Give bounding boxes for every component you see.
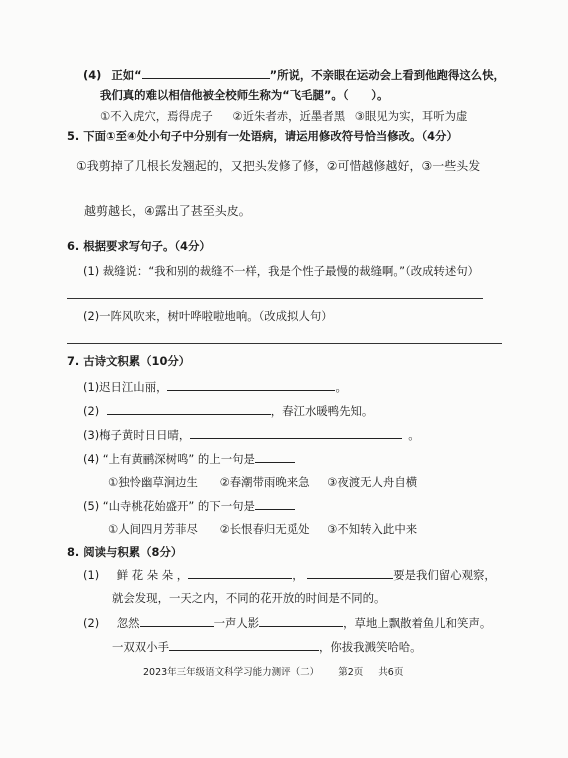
q4-option-1: ①不入虎穴，焉得虎子	[100, 109, 213, 123]
q7-item5-option-3: ③不知转入此中来	[327, 522, 418, 536]
q7-item4-blank[interactable]	[255, 450, 295, 463]
q7-item1-post: 。	[335, 380, 347, 394]
footer-title: 2023年三年级语文科学习能力测评（二）	[143, 667, 320, 678]
q7-item2	[83, 402, 373, 419]
q8-item2-text-c: ，草地上飘散着鱼儿和笑声。	[343, 616, 492, 630]
q7-item3	[83, 426, 420, 443]
q7-item5-options	[108, 521, 417, 537]
q4-item4-line2: 我们真的难以相信他被全校师生称为“飞毛腿”。（ ）。	[100, 88, 389, 102]
q4-item4-number: (4)	[83, 68, 102, 82]
q8-item1-blank-2[interactable]	[307, 566, 393, 579]
q8-item2-text-a: 忽然	[116, 616, 140, 630]
q8-item2-line2	[112, 638, 422, 655]
q8-item2-blank-1[interactable]	[140, 614, 214, 627]
q7-item2-blank[interactable]	[107, 402, 271, 415]
q8-item2-blank-2[interactable]	[259, 614, 343, 627]
q4-item4-pre: 正如“	[111, 68, 142, 82]
q8-item1-blank-1[interactable]	[188, 566, 292, 579]
q8-item1-text-b: ，	[292, 568, 304, 582]
q7-item3-pre: (3)梅子黄时日日晴，	[83, 428, 191, 442]
q6-title: 6. 根据要求写句子。（4分）	[67, 239, 211, 253]
q8-item1-line2: 就会发现，一天之内，不同的花开放的时间是不同的。	[112, 591, 386, 605]
q4-option-3: ③眼见为实，耳听为虚	[354, 109, 468, 123]
q6-item1-answer-line[interactable]	[67, 298, 483, 299]
q7-item2-pre: (2)	[83, 404, 100, 418]
q7-item5	[83, 497, 295, 514]
q8-item1-line1	[83, 566, 496, 583]
footer-total-pages: 共6页	[378, 667, 404, 678]
q7-item1-pre: (1)迟日江山丽，	[83, 380, 168, 394]
q6-item2: (2)一阵风吹来，树叶哗啦啦地响。（改成拟人句）	[83, 309, 333, 323]
q6-item2-answer-line[interactable]	[67, 343, 502, 344]
q7-item4-option-2: ②春潮带雨晚来急	[219, 475, 310, 489]
q7-item5-blank[interactable]	[255, 497, 295, 510]
q7-item3-post: 。	[408, 428, 420, 442]
q5-title: 5. 下面①至④处小句子中分别有一处语病，请运用修改符号恰当修改。（4分）	[67, 129, 458, 143]
q8-item1-number: (1)	[83, 568, 100, 582]
q4-option-2: ②近朱者赤，近墨者黑	[232, 109, 346, 123]
q7-item5-option-2: ②长恨春归无觅处	[219, 522, 310, 536]
q7-item1-blank[interactable]	[167, 378, 335, 391]
q8-item2-line1	[83, 614, 491, 631]
q7-item2-post: ，春江水暖鸭先知。	[270, 404, 374, 418]
q8-item2-text-b: 一声人影	[213, 616, 260, 630]
q8-item2-number: (2)	[83, 616, 100, 630]
q7-item4-option-1: ①独怜幽草涧边生	[108, 475, 198, 489]
q7-item3-blank[interactable]	[190, 426, 402, 439]
q7-title: 7. 古诗文积累（10分）	[67, 354, 191, 368]
q6-item1: (1) 裁缝说：“我和别的裁缝不一样，我是个性子最慢的裁缝啊。”（改成转述句）	[83, 264, 480, 278]
q7-item4-text: (4) “上有黄鹂深树鸣” 的上一句是	[83, 452, 255, 466]
q7-item1	[83, 378, 347, 395]
q4-item4-options	[100, 108, 467, 124]
q4-answer-blank[interactable]	[142, 66, 270, 79]
q7-item4	[83, 450, 295, 467]
q8-item2-cont-b: ，你拔我溅笑哈哈。	[318, 640, 422, 654]
q8-title: 8. 阅读与积累（8分）	[67, 545, 183, 559]
q7-item4-options	[108, 474, 417, 490]
q7-item4-option-3: ③夜渡无人舟自横	[327, 475, 418, 489]
q4-item4-post: ”所说，不亲眼在运动会上看到他跑得这么快，	[269, 68, 505, 82]
q7-item5-text: (5) “山寺桃花始盛开” 的下一句是	[83, 499, 255, 513]
q7-item5-option-1: ①人间四月芳菲尽	[108, 522, 198, 536]
q8-item1-text-a: 鲜 花 朵 朵 ，	[116, 568, 189, 582]
q8-item1-text-c: 要是我们留心观察，	[393, 568, 496, 582]
q5-sentence-line2: 越剪越长，④露出了甚至头皮。	[84, 204, 251, 218]
q8-item2-cont-a: 一双双小手	[112, 640, 169, 654]
q4-item4-line1	[83, 66, 505, 83]
footer-page-number: 第2页	[338, 667, 364, 678]
q8-item2-blank-3[interactable]	[169, 638, 319, 651]
q5-sentence-line1: ①我剪掉了几根长发翘起的，又把头发修了修，②可惜越修越好，③一些头发	[76, 159, 481, 173]
page-footer	[143, 665, 403, 681]
